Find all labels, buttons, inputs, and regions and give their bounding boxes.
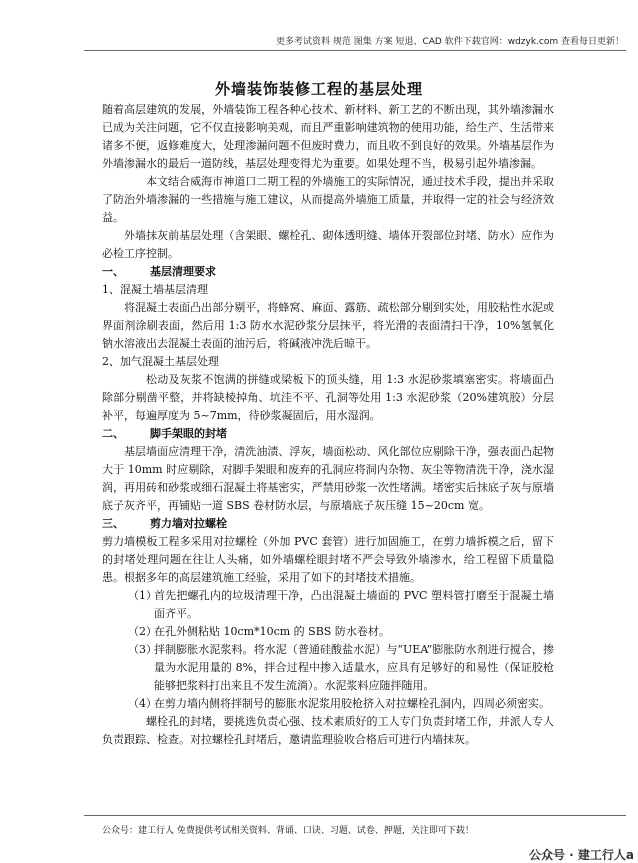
body-paragraph: 将混凝土表面凸出部分剔平，将蜂窝、麻面、露筋、疏松部分剔到实处，用胶粘性水泥或界面剂涂刷表面，然后用 1:3 防水水泥砂浆分层抹平，将光滑的表面清扫干净，10%氢氧化钠水溶液出去混凝土表面的油污后，将碱液冲洗后晾干。 [102,301,554,350]
list-item-number: （3） [128,643,157,656]
footer-rule [84,815,626,816]
section-number: 一、 [102,265,124,278]
body-paragraph: 松动及灰浆不饱满的拼缝或梁板下的顶头缝，用 1:3 水泥砂浆填塞密实。将墙面凸除部分剔凿平整，并将缺棱掉角、坑洼不平、孔洞等处用 1:3 水泥砂浆（20%建筑胶）分层补平，每遍厚度为 5~7mm，待砂浆凝固后，用水湿润。 [102,373,554,422]
list-item-number: （1） [128,589,157,602]
list-item-text: 拌制膨胀水泥浆料。将水泥（普通硅酸盐水泥）与“UEA”膨胀防水剂进行搅合，掺量为水泥用量的 8%，拌合过程中掺入适量水，应具有足够好的和易性（保证胶枪能够把浆料打出来且不发生流淌）。水泥浆料应随拌随用。 [154,643,554,692]
header-note: 更多考试资料 规范 图集 方案 短退、CAD 软件下载官网：wdzyk.com 查看每日更新！ [276,37,624,47]
intro-paragraph: 外墙抹灰前基层处理（含架眼、螺栓孔、砌体透明缝、墙体开裂部位封堵、防水）应作为必检工序控制。 [102,229,554,260]
list-item-number: （2） [128,625,157,638]
document-body [102,101,554,749]
section-title: 基层清理要求 [150,265,216,278]
subsection-heading: 1、混凝土墙基层清理 [102,283,208,296]
header-rule [84,50,626,51]
list-item-text: 首先把螺孔内的垃圾清理干净，凸出混凝土墙面的 PVC 塑料管打磨至于混凝土墙面齐平。 [154,589,554,620]
watermark: 公众号 · 建工行人a [528,848,634,862]
list-item [102,695,554,713]
page-title: 外墙装饰装修工程的基层处理 [214,80,423,98]
footer-note: 公众号：建工行人 免费提供考试相关资料、背诵、口诀、习题、试卷、押题，关注即可下载！ [102,826,474,836]
section-number: 三、 [102,517,124,530]
list-item-number: （4） [128,697,157,710]
list-item [102,587,554,623]
section-title: 剪力墙对拉螺栓 [150,517,227,530]
closing-paragraph: 螺栓孔的封堵，要挑选负责心强、技术素质好的工人专门负责封堵工作，并派人专人负责跟踪、检查。对拉螺栓孔封堵后，邀请监理验收合格后可进行内墙抹灰。 [102,715,554,746]
intro-paragraph: 本文结合威海市神道口二期工程的外墙施工的实际情况，通过技术手段，提出并采取了防治外墙渗漏的一些措施与施工建议，从而提高外墙施工质量，并取得一定的社会与经济效益。 [102,175,554,224]
list-item-text: 在孔外侧粘贴 10cm*10cm 的 SBS 防水卷材。 [154,625,390,638]
body-paragraph: 基层墙面应清理干净，清洗油渍、浮灰，墙面松动、风化部位应剔除干净，强表面凸起物大于 10mm 时应剔除，对脚手架眼和废弃的孔洞应将洞内杂物、灰尘等物清洗干净，浇水湿润，再用砖和砂浆或细石混凝土将基密实，严禁用砂浆一次性堵满。堵密实后抹底子灰与原墙底子灰齐平，再铺贴一道 SBS 卷材防水层，与原墙底子灰压缝 15~20cm 宽。 [102,445,554,512]
subsection-heading: 2、加气混凝土基层处理 [102,355,219,368]
list-item [102,623,554,641]
body-paragraph: 剪力墙模板工程多采用对拉螺栓（外加 PVC 套管）进行加固施工，在剪力墙拆模之后，留下的封堵处理问题在往让人头痛，如外墙螺栓眼封堵不严会导致外墙渗水，给工程留下质量隐患。根据多年的高层建筑施工经验，采用了如下的封堵技术措施。 [102,535,554,584]
list-item-text: 在剪力墙内侧将拌制号的膨胀水泥浆用胶枪挤入对拉螺栓孔洞内，四周必须密实。 [154,697,550,710]
section-number: 二、 [102,427,124,440]
section-heading [102,515,554,533]
section-heading [102,263,554,281]
section-title: 脚手架眼的封堵 [150,427,227,440]
section-heading [102,425,554,443]
list-item [102,641,554,695]
intro-paragraph: 随着高层建筑的发展，外墙装饰工程各种心技术、新材料、新工艺的不断出现，其外墙渗漏水已成为关注问题，它不仅直接影响美观，而且严重影响建筑物的使用功能，给生产、生活带来诸多不便，返修难度大，处理渗漏问题不但废时费力，而且收不到良好的效果。外墙基层作为外墙渗漏水的最后一道防线，基层处理变得尤为重要。如果处理不当，极易引起外墙渗漏。 [102,103,554,170]
